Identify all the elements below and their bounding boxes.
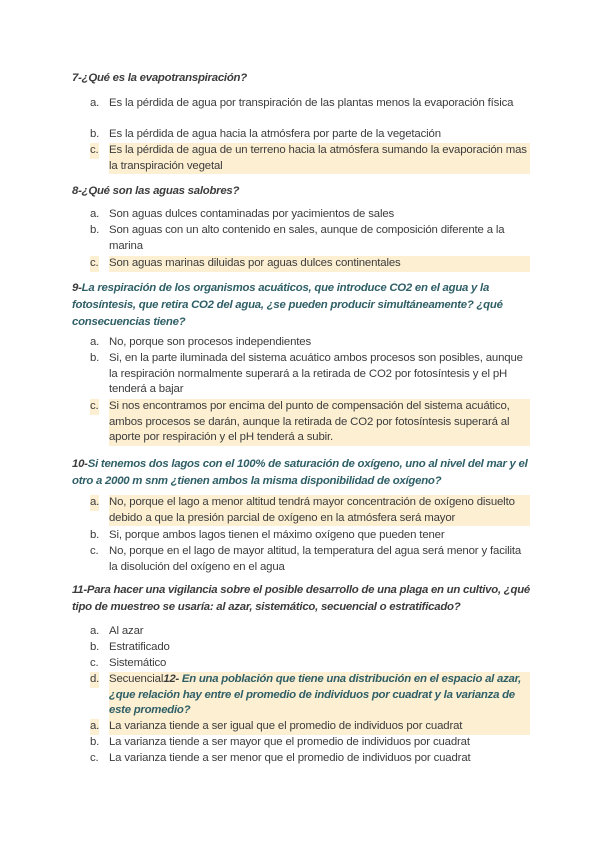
option-letter: c. xyxy=(90,752,99,764)
option-letter: b. xyxy=(90,224,100,236)
option-11a xyxy=(90,624,530,640)
option-text: Es la pérdida de agua de un terreno hacia la atmósfera sumando la evaporación mas la transpiración vegetal xyxy=(109,143,530,174)
option-letter: d. xyxy=(90,672,99,688)
option-text: Secuencial xyxy=(109,673,164,685)
option-text: Es la pérdida de agua hacia la atmósfera por parte de la vegetación xyxy=(109,128,441,140)
option-10a-highlighted xyxy=(90,495,530,526)
option-letter: c. xyxy=(90,256,99,272)
option-letter: b. xyxy=(90,641,100,653)
option-9a xyxy=(90,335,530,351)
question-10 xyxy=(72,456,534,490)
question-text: La respiración de los organismos acuáticos, que introduce CO2 en el agua y la fotosíntesis, que retira CO2 del agua, ¿se pueden producir simultáneamente? ¿qué consecuencias tiene? xyxy=(72,282,503,328)
question-8 xyxy=(72,183,534,200)
option-8a xyxy=(90,207,530,223)
option-9c-highlighted xyxy=(90,399,530,446)
option-letter: a. xyxy=(90,625,100,637)
option-11d-with-question-12 xyxy=(90,672,530,719)
question-number: 8- xyxy=(72,185,82,197)
option-9b xyxy=(90,351,530,398)
option-7b xyxy=(90,127,530,143)
option-text: Al azar xyxy=(109,625,144,637)
option-text: Es la pérdida de agua por transpiración de las plantas menos la evaporación física xyxy=(109,97,514,109)
option-text: Son aguas con un alto contenido en sales, aunque de composición diferente a la marina xyxy=(109,224,505,252)
option-text: Estratificado xyxy=(109,641,170,653)
question-11 xyxy=(72,582,534,616)
question-number: 11- xyxy=(72,584,87,596)
option-letter: b. xyxy=(90,529,100,541)
question-9 xyxy=(72,280,534,331)
option-letter: b. xyxy=(90,128,100,140)
question-number: 9- xyxy=(72,282,82,294)
question-text: Para hacer una vigilancia sobre el posible desarrollo de una plaga en un cultivo, ¿qué tipo de muestreo se usaría: al azar, sistemático, secuencial o estratificado? xyxy=(72,584,530,613)
option-text: La varianza tiende a ser menor que el promedio de individuos por cuadrat xyxy=(109,752,471,764)
question-text: ¿Qué son las aguas salobres? xyxy=(81,185,240,197)
option-12a-highlighted xyxy=(90,719,530,735)
option-letter: a. xyxy=(90,97,100,109)
option-10c xyxy=(90,544,530,575)
question-text: ¿Qué es la evapotranspiración? xyxy=(81,72,247,84)
option-text-inline-question xyxy=(109,672,530,719)
question-number: 7- xyxy=(72,72,82,84)
option-letter: a. xyxy=(90,336,100,348)
option-letter: b. xyxy=(90,352,100,364)
question-number: 10- xyxy=(72,458,88,470)
option-text: La varianza tiende a ser mayor que el promedio de individuos por cuadrat xyxy=(109,736,470,748)
option-text: No, porque en el lago de mayor altitud, la temperatura del agua será menor y facilita la disolución del oxígeno en el agua xyxy=(109,545,522,573)
option-11b xyxy=(90,640,530,656)
option-letter: c. xyxy=(90,143,99,159)
option-7c-highlighted xyxy=(90,143,530,174)
option-text: Sistemático xyxy=(109,657,167,669)
option-letter: a. xyxy=(90,719,99,735)
question-7 xyxy=(72,70,534,87)
option-11c xyxy=(90,656,530,672)
question-text: En una población que tiene una distribución en el espacio al azar, ¿que relación hay entre el promedio de individuos por cuadrat y la varianza de este promedio? xyxy=(109,673,522,716)
option-8c-highlighted xyxy=(90,256,530,272)
question-12 xyxy=(109,673,521,716)
option-text: La varianza tiende a ser igual que el promedio de individuos por cuadrat xyxy=(109,719,530,735)
option-text: Si nos encontramos por encima del punto de compensación del sistema acuático, ambos procesos se darán, aunque la retirada de CO2 por fotosíntesis superará al aporte por respiración y el pH tenderá a subir. xyxy=(109,399,530,446)
option-text: No, porque el lago a menor altitud tendrá mayor concentración de oxígeno disuelto debido a que la presión parcial de oxígeno en la atmósfera será mayor xyxy=(109,495,530,526)
option-letter: a. xyxy=(90,495,99,511)
option-10b xyxy=(90,528,530,544)
option-text: Son aguas marinas diluidas por aguas dulces continentales xyxy=(109,256,530,272)
option-12c xyxy=(90,751,530,767)
option-text: Si, en la parte iluminada del sistema acuático ambos procesos son posibles, aunque la respiración normalmente superará a la retirada de CO2 por fotosíntesis y el pH tenderá a bajar xyxy=(109,352,523,395)
option-text: No, porque son procesos independientes xyxy=(109,336,312,348)
option-text: Son aguas dulces contaminadas por yacimientos de sales xyxy=(109,208,395,220)
option-letter: c. xyxy=(90,399,99,415)
option-12b xyxy=(90,735,530,751)
option-7a xyxy=(90,96,530,112)
option-text: Si, porque ambos lagos tienen el máximo oxígeno que pueden tener xyxy=(109,529,445,541)
option-letter: c. xyxy=(90,657,99,669)
option-letter: c. xyxy=(90,545,99,557)
option-letter: a. xyxy=(90,208,100,220)
option-8b xyxy=(90,223,530,254)
question-number: 12- xyxy=(163,673,179,685)
option-letter: b. xyxy=(90,736,100,748)
question-text: Si tenemos dos lagos con el 100% de saturación de oxígeno, uno al nivel del mar y el otro a 2000 m snm ¿tienen ambos la misma disponibilidad de oxígeno? xyxy=(72,458,528,487)
